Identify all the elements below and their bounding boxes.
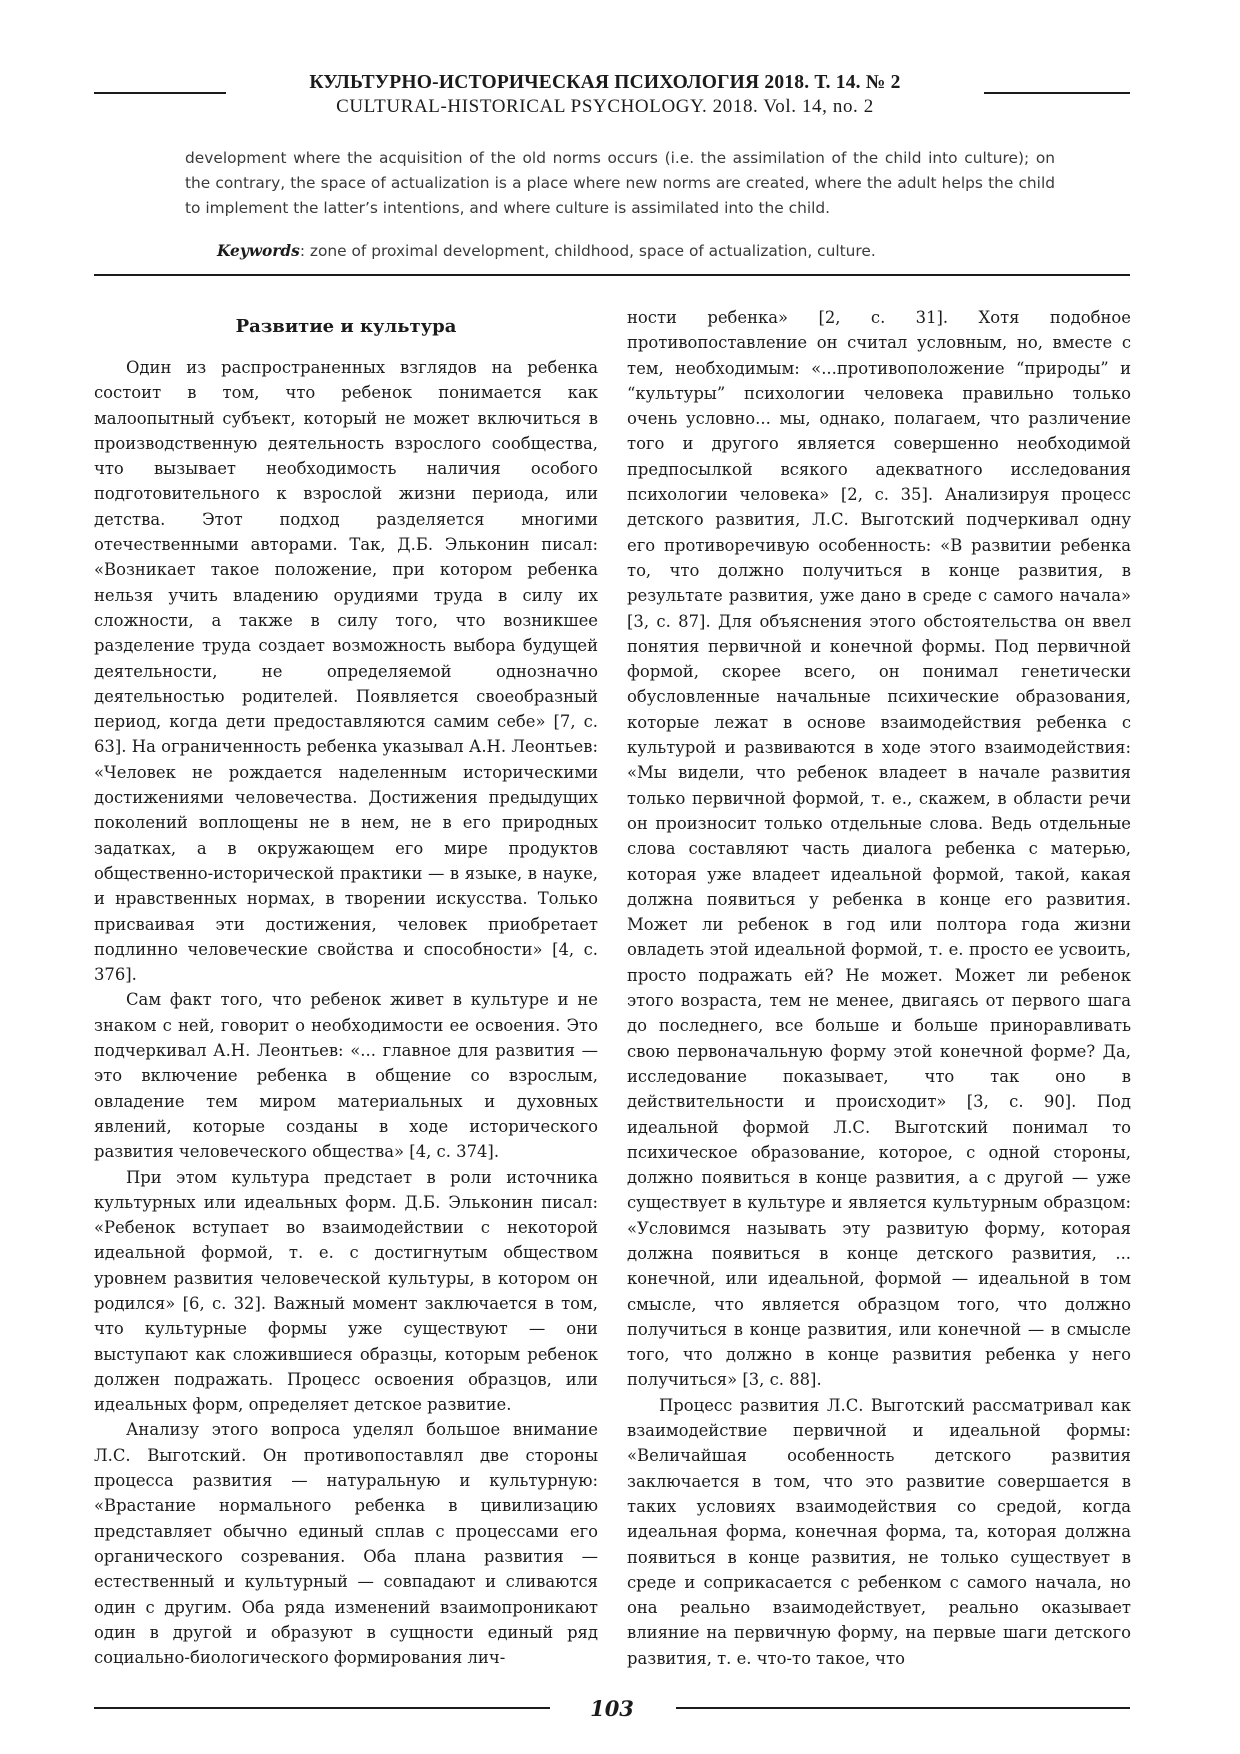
keywords-label: Keywords [217,242,300,260]
header-rule-right [984,92,1130,94]
journal-title-russian: КУЛЬТУРНО-ИСТОРИЧЕСКАЯ ПСИХОЛОГИЯ 2018. Т. 14. № 2 [309,72,901,93]
paragraph: Один из распространенных взглядов на ребенка состоит в том, что ребенок понимается как малоопытный субъект, который не может включиться в производственную деятельность взрослого сообщества, что вызывает необходимость наличия особого подготовительного к взрослой жизни периода, или детства. Этот подход разделяется многими отечественными авторами. Так, Д.Б. Эльконин писал: «Возникает такое положение, при котором ребенка нельзя учить владению орудиями труда в силу их сложности, а также в силу того, что возникшее разделение труда создает возможность выбора будущей деятельности, не определяемой однозначно деятельностью родителей. Появляется своеобразный период, когда дети предоставляются самим себе» [7, с. 63]. На ограниченность ребенка указывал А.Н. Леонтьев: «Человек не рождается наделенным историческими достижениями человечества. Достижения предыдущих поколений воплощены не в нем, не в его природных задатках, а в окружающем его мире продуктов общественно-исторической практики — в языке, в науке, и нравственных нормах, в творении искусства. Только присваивая эти достижения, человек приобретает подлинно человеческие свойства и способности» [4, с. 376]. [94,358,598,985]
header-rule-left [94,92,226,94]
abstract [185,146,1055,221]
keywords [217,239,1057,264]
paragraph-continued: ности ребенка» [2, с. 31]. Хотя подобное противопоставление он считал условным, но, вместе с тем, необходимым: «...противоположение “природы” и “культуры” психологии человека правильно только очень условно... мы, однако, полагаем, что различение того и другого является совершенно необходимой предпосылкой всякого адекватного исследования психологии человека» [2, с. 35]. Анализируя процесс детского развития, Л.С. Выготский подчеркивал одну его противоречивую особенность: «В развитии ребенка то, что должно получиться в конце развития, в результате развития, уже дано в среде с самого начала» [3, с. 87]. Для объяснения этого обстоятельства он ввел понятия первичной и конечной формы. Под первичной формой, скорее всего, он понимал генетически обусловленные начальные психические образования, которые лежат в основе взаимодействия ребенка с культурой и развиваются в ходе этого взаимодействия: «Мы видели, что ребенок владеет в начале развития только первичной формой, т. е., скажем, в области речи он произносит только отдельные слова. Ведь отдельные слова составляют часть диалога ребенка с матерью, которая уже владеет идеальной формой, такой, какая должна появиться у ребенка в конце его развития. Может ли ребенок в год или полтора года жизни овладеть этой идеальной формой, т. е. просто ее усвоить, просто подражать ей? Не может. Может ли ребенок этого возраста, тем не менее, двигаясь от первого шага до последнего, все больше и больше приноравливать свою первоначальную форму этой конечной форме? Да, исследование показывает, что так оно в действительности и происходит» [3, с. 90]. Под идеальной формой Л.С. Выготский понимал то психическое образование, которое, с одной стороны, должно появиться в конце развития, а с другой — уже существует в культуре и является культурным образцом: «Условимся называть эту развитую форму, которая должна появиться в конце детского развития, ... конечной, или идеальной, формой — идеальной в том смысле, что является образцом того, что должно получиться в конце развития, или конечной — в смысле того, что должно в конце развития ребенка у него получиться» [3, с. 88]. [627,308,1131,1390]
paragraph: Процесс развития Л.С. Выготский рассматривал как взаимодействие первичной и идеальной формы: «Величайшая особенность детского развития заключается в том, что это развитие совершается в таких условиях взаимодействия со средой, когда идеальная форма, конечная форма, та, которая должна появиться в конце развития, не только существует в среде и соприкасается с ребенком с самого начала, но она реально взаимодействует, реально оказывает влияние на первичную форму, на первые шаги детского развития, т. е. что-то такое, что [627,1395,1131,1668]
right-column [627,305,1131,1671]
abstract-text: development where the acquisition of the old norms occurs (i.e. the assimilation of the child into culture); on the contrary, the space of actualization is a place where new norms are created, where the adult helps the child to implement the latter’s intentions, and where culture is assimilated into the child. [185,149,1055,217]
footer-rule-left [94,1707,550,1709]
journal-title-english: CULTURAL-HISTORICAL PSYCHOLOGY. 2018. Vol. 14, no. 2 [336,96,874,117]
section-divider [94,274,1130,276]
paragraph: Сам факт того, что ребенок живет в культуре и не знаком с ней, говорит о необходимости ее освоения. Это подчеркивал А.Н. Леонтьев: «... главное для развития — это включение ребенка в общение со взрослым, овладение тем миром материальных и духовных явлений, которые созданы в ходе исторического развития человеческого общества» [4, с. 374]. [94,990,598,1162]
page-number: 103 [590,1696,634,1721]
keywords-text: : zone of proximal development, childhood, space of actualization, culture. [299,242,876,260]
section-title: Развитие и культура [235,316,457,337]
left-column [94,316,598,1670]
footer-rule-right [676,1707,1130,1709]
paragraph: Анализу этого вопроса уделял большое внимание Л.С. Выготский. Он противопоставлял две стороны процесса развития — натуральную и культурную: «Врастание нормального ребенка в цивилизацию представляет обычно единый сплав с процессами его органического созревания. Оба плана развития — естественный и культурный — совпадают и сливаются один с другим. Оба ряда изменений взаимопроникают один в другой и образуют в сущности единый ряд социально-биологического формирования лич- [94,1420,598,1668]
paragraph: При этом культура предстает в роли источника культурных или идеальных форм. Д.Б. Эльконин писал: «Ребенок вступает во взаимодействии с некоторой идеальной формой, т. е. с достигнутым обществом уровнем развития человеческой культуры, в котором он родился» [6, с. 32]. Важный момент заключается в том, что культурные формы уже существуют — они выступают как сложившиеся образцы, которым ребенок должен подражать. Процесс освоения образцов, или идеальных форм, определяет детское развитие. [94,1167,598,1415]
